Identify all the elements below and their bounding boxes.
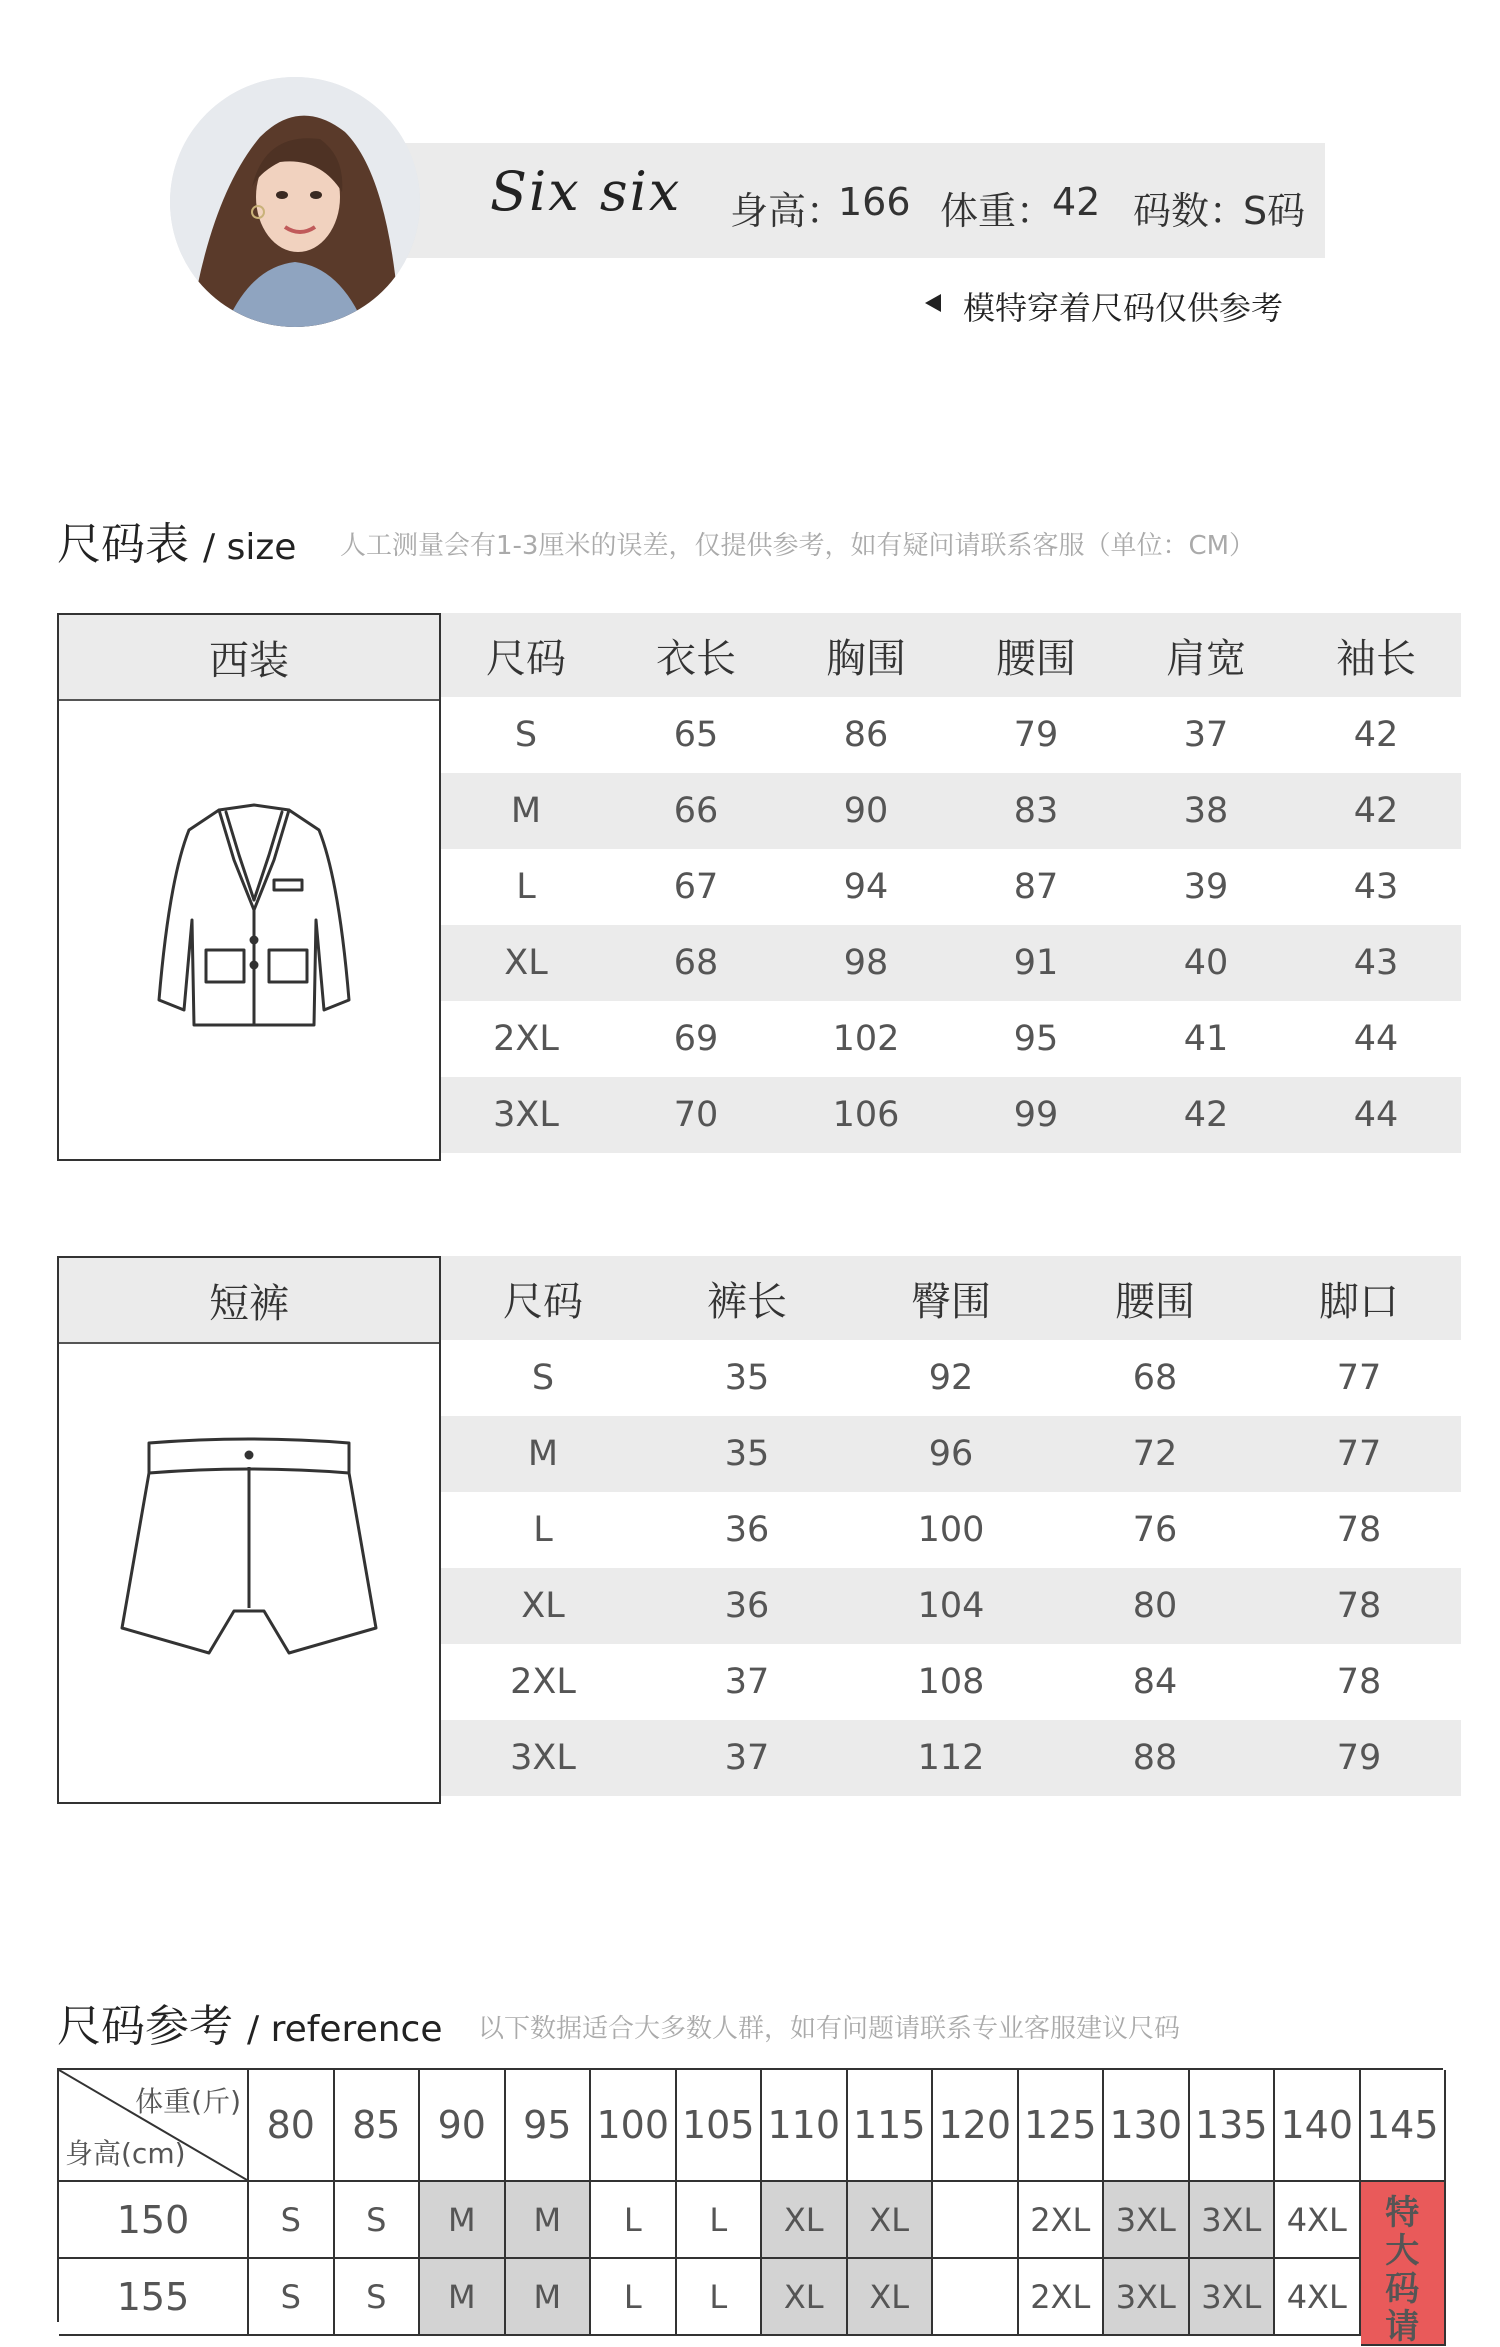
reference-size-cell: 2XL bbox=[1019, 2182, 1105, 2259]
suit-cell: 83 bbox=[951, 773, 1121, 849]
suit-cell: S bbox=[514, 715, 538, 755]
shorts-cell: 76 bbox=[1132, 1510, 1178, 1550]
model-height-value: 166 bbox=[838, 180, 911, 224]
shorts-header-cell: 臀围 bbox=[849, 1256, 1053, 1340]
suit-cell: 44 bbox=[1353, 1019, 1399, 1059]
shorts-size-table bbox=[441, 1256, 1461, 1796]
shorts-image-box bbox=[57, 1256, 441, 1804]
size-section-title bbox=[57, 508, 296, 572]
reference-size-cell: XL bbox=[848, 2182, 934, 2259]
suit-cell: 42 bbox=[1353, 715, 1399, 755]
reference-size-cell: M bbox=[506, 2259, 592, 2336]
size-section-title-en: / size bbox=[203, 527, 297, 568]
caret-left-icon bbox=[925, 294, 941, 312]
shorts-cell: 36 bbox=[645, 1568, 849, 1644]
reference-weight-header: 80 bbox=[249, 2070, 335, 2182]
suit-cell: 68 bbox=[611, 925, 781, 1001]
model-weight-label: 体重： bbox=[940, 189, 1055, 233]
reference-size-cell: 3XL bbox=[1190, 2259, 1276, 2336]
shorts-cell: 37 bbox=[724, 1662, 770, 1702]
shorts-cell: 108 bbox=[917, 1662, 985, 1702]
suit-cell: 79 bbox=[1013, 715, 1059, 755]
suit-cell: 91 bbox=[951, 925, 1121, 1001]
suit-cell: 95 bbox=[1013, 1019, 1059, 1059]
reference-size-cell: 4XL bbox=[1275, 2259, 1361, 2336]
reference-size-cell: L bbox=[591, 2182, 677, 2259]
reference-size-cell: L bbox=[591, 2259, 677, 2336]
reference-size-cell: S bbox=[249, 2259, 335, 2336]
suit-cell: 44 bbox=[1291, 1077, 1461, 1153]
reference-weight-header: 85 bbox=[335, 2070, 421, 2182]
suit-image-box bbox=[57, 613, 441, 1161]
shorts-cell: 77 bbox=[1257, 1416, 1461, 1492]
size-section-note: 人工测量会有1-3厘米的误差，仅提供参考，如有疑问请联系客服（单位：CM） bbox=[340, 531, 1256, 561]
shorts-cell: 104 bbox=[849, 1568, 1053, 1644]
reference-size-cell: M bbox=[420, 2259, 506, 2336]
special-size-char: 请 bbox=[1385, 2307, 1420, 2347]
shorts-cell: 78 bbox=[1257, 1568, 1461, 1644]
suit-cell: 70 bbox=[611, 1077, 781, 1153]
shorts-cell: 77 bbox=[1336, 1358, 1382, 1398]
reference-size-cell: 2XL bbox=[1019, 2259, 1105, 2336]
model-size-note: 模特穿着尺码仅供参考 bbox=[963, 289, 1284, 327]
reference-size-cell: S bbox=[335, 2259, 421, 2336]
shorts-cell: 88 bbox=[1053, 1720, 1257, 1796]
reference-weight-header: 130 bbox=[1104, 2070, 1190, 2182]
reference-weight-header: 120 bbox=[933, 2070, 1019, 2182]
suit-cell: 94 bbox=[843, 867, 889, 907]
reference-size-cell: S bbox=[335, 2182, 421, 2259]
model-portrait-icon bbox=[170, 77, 420, 327]
reference-size-cell: XL bbox=[762, 2259, 848, 2336]
reference-size-cell: 3XL bbox=[1104, 2182, 1190, 2259]
reference-height-cell: 155 bbox=[59, 2259, 249, 2336]
reference-size-cell: XL bbox=[848, 2259, 934, 2336]
shorts-cell: 2XL bbox=[510, 1662, 576, 1702]
reference-size-cell bbox=[933, 2259, 1019, 2336]
shorts-cell: 37 bbox=[645, 1720, 849, 1796]
model-signature: Six six bbox=[490, 160, 682, 223]
suit-cell: 43 bbox=[1353, 867, 1399, 907]
reference-size-cell: M bbox=[506, 2182, 592, 2259]
shorts-cell: 112 bbox=[849, 1720, 1053, 1796]
suit-cell: 42 bbox=[1291, 773, 1461, 849]
reference-weight-header: 115 bbox=[848, 2070, 934, 2182]
shorts-cell: 92 bbox=[928, 1358, 974, 1398]
shorts-cell: M bbox=[441, 1416, 645, 1492]
shorts-cell: 84 bbox=[1132, 1662, 1178, 1702]
reference-section-title-en: / reference bbox=[247, 2009, 443, 2050]
suit-cell: 40 bbox=[1121, 925, 1291, 1001]
reference-weight-header: 100 bbox=[591, 2070, 677, 2182]
shorts-cell: 36 bbox=[724, 1510, 770, 1550]
special-size-char: 码 bbox=[1385, 2269, 1420, 2309]
reference-weight-header: 145 bbox=[1361, 2070, 1447, 2182]
suit-header-cell: 衣长 bbox=[611, 613, 781, 697]
shorts-header-cell: 脚口 bbox=[1257, 1256, 1461, 1340]
shorts-cell: 35 bbox=[724, 1358, 770, 1398]
suit-cell: 66 bbox=[611, 773, 781, 849]
model-size-value: S码 bbox=[1243, 189, 1306, 233]
suit-cell: 42 bbox=[1121, 1077, 1291, 1153]
suit-cell: 102 bbox=[832, 1019, 900, 1059]
model-height-label: 身高： bbox=[730, 189, 845, 233]
special-size-char: 特 bbox=[1385, 2193, 1420, 2233]
reference-section-title bbox=[57, 1990, 442, 2054]
reference-size-cell: 4XL bbox=[1275, 2182, 1361, 2259]
shorts-header-cell: 裤长 bbox=[645, 1256, 849, 1340]
shorts-cell: 78 bbox=[1336, 1510, 1382, 1550]
reference-size-cell: XL bbox=[762, 2182, 848, 2259]
reference-size-cell: S bbox=[249, 2182, 335, 2259]
suit-cell: 41 bbox=[1183, 1019, 1229, 1059]
shorts-cell: 96 bbox=[849, 1416, 1053, 1492]
reference-section-title-cn: 尺码参考 bbox=[57, 2001, 233, 2052]
reference-weight-header: 135 bbox=[1190, 2070, 1276, 2182]
suit-cell: L bbox=[516, 867, 536, 907]
suit-cell: 2XL bbox=[493, 1019, 559, 1059]
reference-weight-header: 125 bbox=[1019, 2070, 1105, 2182]
reference-weight-header: 90 bbox=[420, 2070, 506, 2182]
shorts-icon bbox=[114, 1433, 384, 1673]
reference-height-cell: 150 bbox=[59, 2182, 249, 2259]
shorts-cell: 3XL bbox=[441, 1720, 645, 1796]
shorts-header-cell: 腰围 bbox=[1053, 1256, 1257, 1340]
suit-cell: XL bbox=[441, 925, 611, 1001]
reference-size-cell: L bbox=[677, 2259, 763, 2336]
reference-section-note: 以下数据适合大多数人群，如有问题请联系专业客服建议尺码 bbox=[478, 2014, 1181, 2044]
suit-cell: 98 bbox=[781, 925, 951, 1001]
suit-cell: 65 bbox=[673, 715, 719, 755]
suit-header-cell: 肩宽 bbox=[1121, 613, 1291, 697]
suit-header-cell: 腰围 bbox=[951, 613, 1121, 697]
reference-weight-header: 110 bbox=[762, 2070, 848, 2182]
suit-cell: 67 bbox=[673, 867, 719, 907]
size-reference-table bbox=[57, 2068, 1443, 2347]
suit-size-table bbox=[441, 613, 1461, 1153]
suit-cell: 86 bbox=[843, 715, 889, 755]
shorts-cell: 72 bbox=[1053, 1416, 1257, 1492]
suit-header-cell: 尺码 bbox=[441, 613, 611, 697]
reference-size-cell: 3XL bbox=[1190, 2182, 1276, 2259]
reference-corner-cell bbox=[59, 2070, 249, 2182]
shorts-cell: XL bbox=[441, 1568, 645, 1644]
size-section-title-cn: 尺码表 bbox=[57, 519, 189, 570]
reference-size-cell: L bbox=[677, 2182, 763, 2259]
model-avatar bbox=[170, 77, 420, 327]
reference-size-cell: 3XL bbox=[1104, 2259, 1190, 2336]
shorts-cell: 100 bbox=[917, 1510, 985, 1550]
suit-cell: 37 bbox=[1183, 715, 1229, 755]
suit-cell: 99 bbox=[951, 1077, 1121, 1153]
corner-height-label: 身高(cm) bbox=[65, 2137, 186, 2170]
corner-weight-label: 体重(斤) bbox=[135, 2085, 241, 2118]
reference-weight-header: 95 bbox=[506, 2070, 592, 2182]
shorts-cell: 79 bbox=[1257, 1720, 1461, 1796]
suit-cell: M bbox=[441, 773, 611, 849]
suit-cell: 3XL bbox=[441, 1077, 611, 1153]
reference-size-cell: M bbox=[420, 2182, 506, 2259]
suit-header-cell: 袖长 bbox=[1291, 613, 1461, 697]
shorts-cell: 78 bbox=[1336, 1662, 1382, 1702]
suit-cell: 69 bbox=[673, 1019, 719, 1059]
suit-cell: 43 bbox=[1291, 925, 1461, 1001]
model-size-label: 码数： bbox=[1133, 189, 1248, 233]
suit-cell: 38 bbox=[1121, 773, 1291, 849]
special-size-note bbox=[1361, 2182, 1447, 2346]
shorts-cell: L bbox=[533, 1510, 553, 1550]
shorts-name: 短裤 bbox=[59, 1258, 439, 1344]
special-size-char: 大 bbox=[1385, 2231, 1420, 2271]
shorts-header-cell: 尺码 bbox=[441, 1256, 645, 1340]
shorts-cell: 68 bbox=[1132, 1358, 1178, 1398]
reference-weight-header: 105 bbox=[677, 2070, 763, 2182]
suit-jacket-icon bbox=[144, 800, 364, 1045]
model-weight-value: 42 bbox=[1052, 180, 1101, 224]
suit-cell: 87 bbox=[1013, 867, 1059, 907]
suit-cell: 90 bbox=[781, 773, 951, 849]
shorts-cell: 35 bbox=[645, 1416, 849, 1492]
suit-cell: 39 bbox=[1183, 867, 1229, 907]
reference-weight-header: 140 bbox=[1275, 2070, 1361, 2182]
reference-size-cell bbox=[933, 2182, 1019, 2259]
shorts-cell: 80 bbox=[1053, 1568, 1257, 1644]
shorts-cell: S bbox=[531, 1358, 555, 1398]
suit-cell: 106 bbox=[781, 1077, 951, 1153]
suit-name: 西装 bbox=[59, 615, 439, 701]
suit-header-cell: 胸围 bbox=[781, 613, 951, 697]
